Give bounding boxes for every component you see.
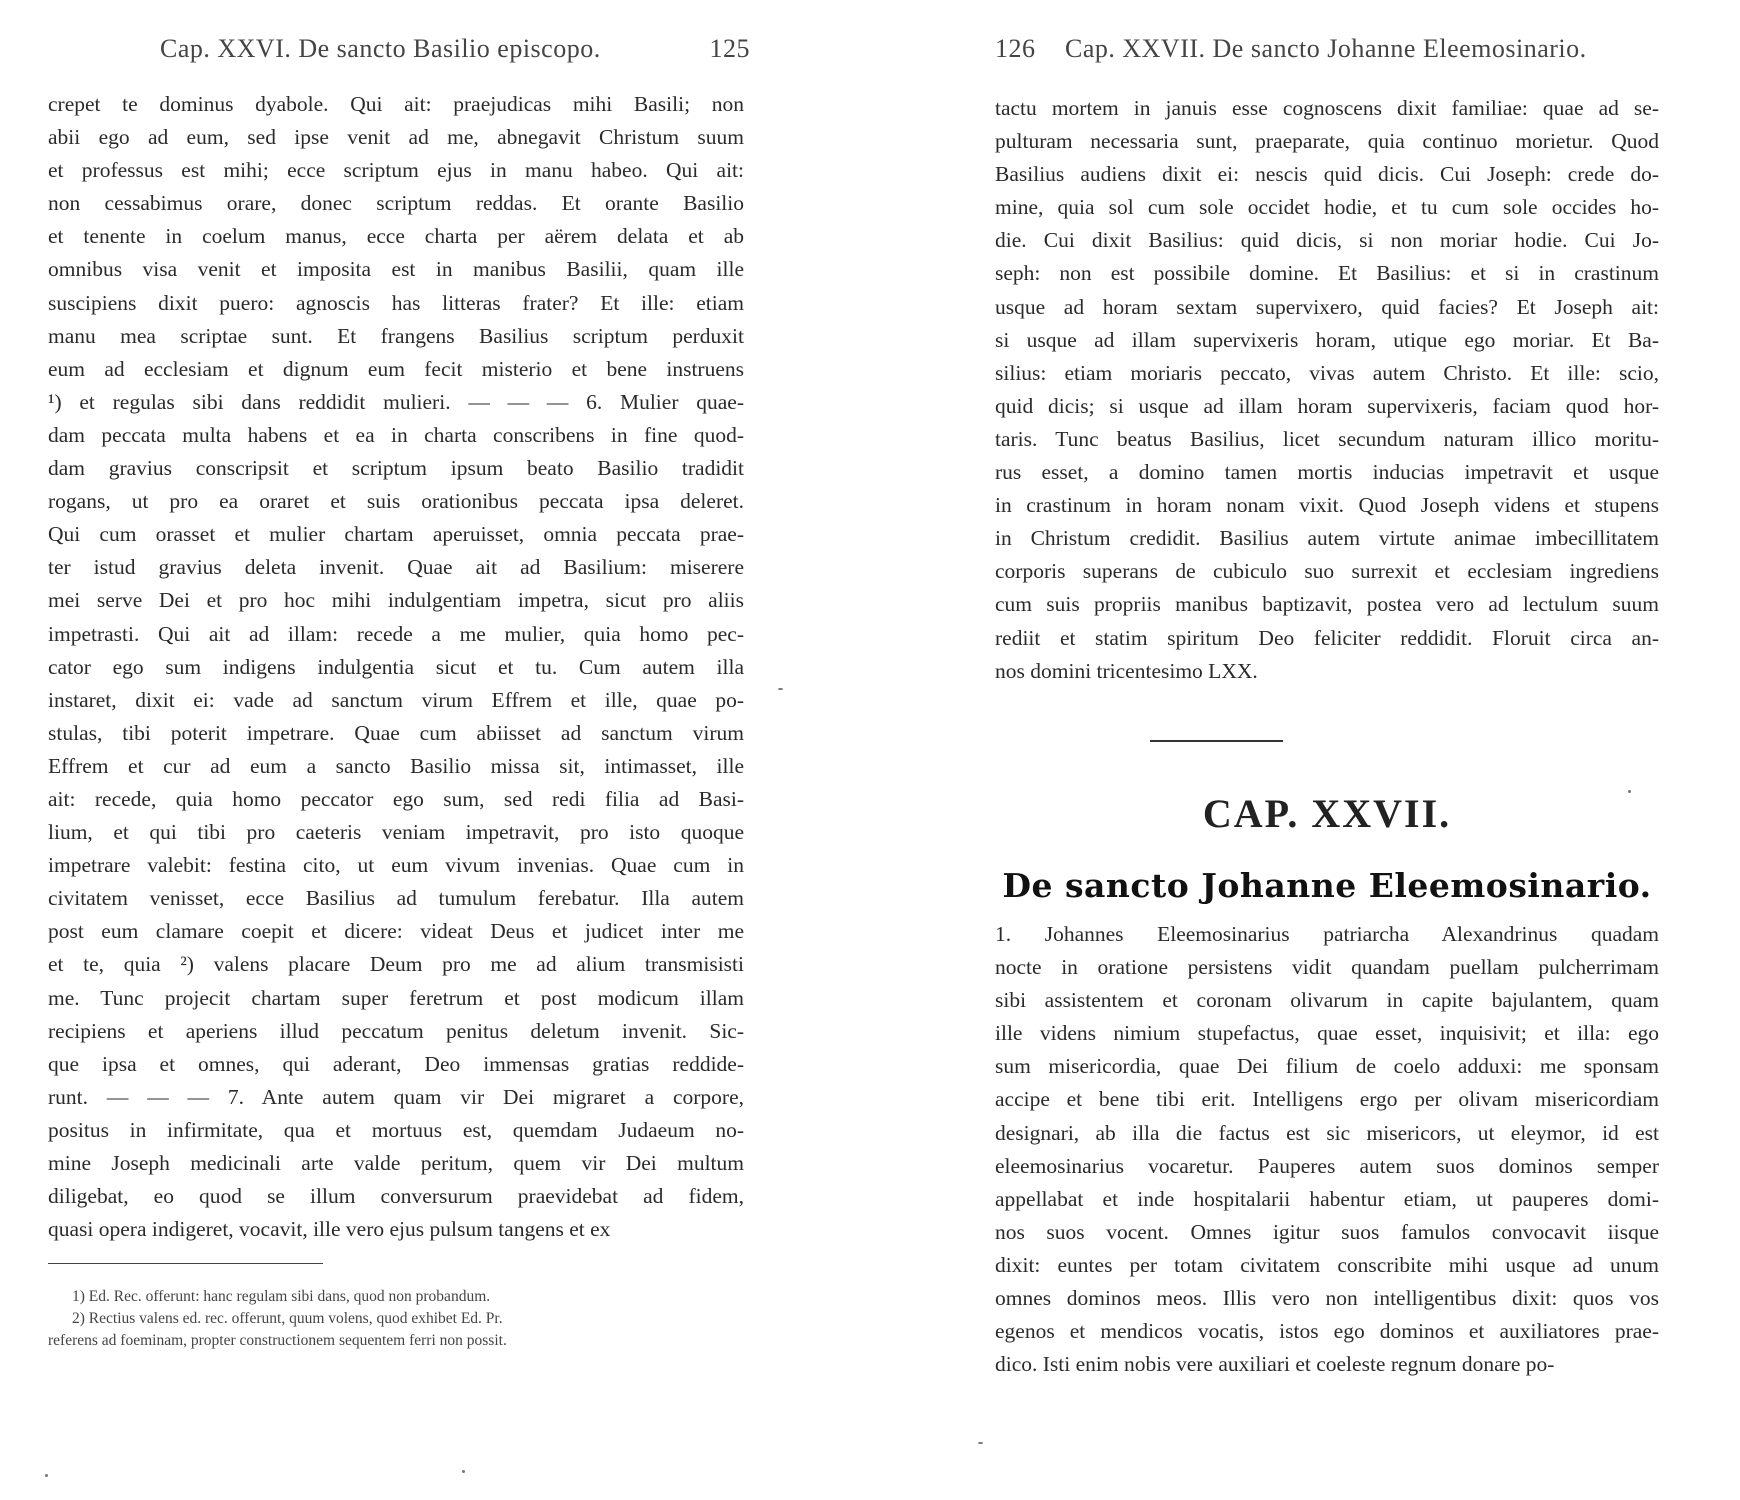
- text-line: cator ego sum indigens indulgentia sicut et tu. Cum autem illa: [48, 654, 744, 679]
- chapter-text-line: omnes dominos meos. Illis vero non intelligentibus dixit: quos vos: [995, 1286, 1659, 1311]
- text-line: positus in infirmitate, qua et mortuus est, quemdam Judaeum no-: [48, 1117, 744, 1142]
- text-line: ¹) et regulas sibi dans reddidit mulieri. — — — 6. Mulier quae-: [48, 389, 744, 414]
- text-line: usque ad horam sextam supervixero, quid facies? Et Joseph ait:: [995, 294, 1659, 319]
- text-line: nos domini tricentesimo LXX.: [995, 658, 1258, 683]
- text-line: corporis superans de cubiculo suo surrexit et ecclesiam ingrediens: [995, 559, 1659, 584]
- left-body-text: [48, 88, 744, 1246]
- right-body-text: [995, 92, 1659, 688]
- print-speck: [978, 1442, 983, 1444]
- text-line: dam gravius conscripsit et scriptum ipsum beato Basilio tradidit: [48, 456, 744, 481]
- chapter-text-line: ille videns nimium stupefactus, quae esset, inquisivit; et illa: ego: [995, 1021, 1659, 1046]
- chapter-text-line: dixit: euntes per totam civitatem conscribite mihi usque ad unum: [995, 1252, 1659, 1277]
- text-line: in Christum credidit. Basilius autem virtute animae imbecillitatem: [995, 526, 1659, 551]
- text-line: cum suis propriis manibus baptizavit, postea vero ad lectulum suum: [995, 592, 1659, 617]
- text-line: impetrare valebit: festina cito, ut eum vivum invenias. Quae cum in: [48, 853, 744, 878]
- text-line: in crastinum in horam nonam vixit. Quod Joseph videns et stupens: [995, 493, 1659, 518]
- text-line: civitatem venisset, ecce Basilius ad tumulum ferebatur. Illa autem: [48, 886, 744, 911]
- text-line: et te, quia ²) valens placare Deum pro me ad alium transmisisti: [48, 952, 744, 977]
- text-line: pulturam necessaria sunt, praeparate, quia continuo morietur. Quod: [995, 129, 1659, 154]
- chapter-text-line: eleemosinarius vocaretur. Pauperes autem suos dominos semper: [995, 1153, 1659, 1178]
- text-line: Qui cum orasset et mulier chartam aperuisset, omnia peccata prae-: [48, 522, 744, 547]
- text-line: non cessabimus orare, donec scriptum reddas. Et orante Basilio: [48, 191, 744, 216]
- footnotes: [48, 1286, 744, 1352]
- chapter-text-line: accipe et bene tibi erit. Intelligens ergo per olivam misericordiam: [995, 1087, 1659, 1112]
- text-line: me. Tunc projecit chartam super feretrum et post modicum illam: [48, 985, 744, 1010]
- print-speck: [1628, 790, 1631, 793]
- text-line: runt. — — — 7. Ante autem quam vir Dei migraret a corpore,: [48, 1084, 744, 1109]
- footnote-rule: [48, 1263, 323, 1264]
- chapter-text-line: designari, ab illa die factus est sic misericors, ut eleymor, id est: [995, 1120, 1659, 1145]
- chapter-text-line: nos suos vocent. Omnes igitur suos famulos convocavit iisque: [995, 1219, 1659, 1244]
- text-line: eum ad ecclesiam et dignum eum fecit misterio et bene instruens: [48, 356, 744, 381]
- print-speck: [45, 1474, 48, 1477]
- text-line: suscipiens dixit puero: agnoscis has litteras frater? Et ille: etiam: [48, 290, 744, 315]
- chapter-subtitle: De sancto Johanne Eleemosinario.: [1002, 866, 1652, 905]
- text-line: rediit et statim spiritum Deo feliciter reddidit. Floruit circa an-: [995, 625, 1659, 650]
- chapter-text-line: dico. Isti enim nobis vere auxiliari et coeleste regnum donare po-: [995, 1352, 1555, 1377]
- chapter-divider-rule: [1150, 740, 1283, 742]
- text-line: stulas, tibi poterit impetrare. Quae cum abiisset ad sanctum virum: [48, 720, 744, 745]
- chapter-text-line: nocte in oratione persistens vidit quandam puellam pulcherrimam: [995, 955, 1659, 980]
- footnote-2: 2) Rectius valens ed. rec. offerunt, quum volens, quod exhibet Ed. Pr.: [72, 1310, 503, 1327]
- text-line: dam peccata multa habens et ea in charta conscribens in fine quod-: [48, 422, 744, 447]
- right-running-head-title: Cap. XXVII. De sancto Johanne Eleemosinario.: [1065, 34, 1587, 63]
- left-page-number: 125: [709, 34, 750, 63]
- text-line: manu mea scriptae sunt. Et frangens Basilius scriptum perduxit: [48, 323, 744, 348]
- text-line: rogans, ut pro ea oraret et suis orationibus peccata ipsa deleret.: [48, 489, 744, 514]
- text-line: post eum clamare coepit et dicere: videat Deus et judicet inter me: [48, 919, 744, 944]
- text-line: lium, et qui tibi pro caeteris veniam impetravit, pro isto quoque: [48, 820, 744, 845]
- chapter-text-line: sibi assistentem et coronam olivarum in capite bajulantem, quam: [995, 988, 1659, 1013]
- right-page: [870, 0, 1740, 1500]
- text-line: seph: non est possibile domine. Et Basilius: et si in crastinum: [995, 261, 1659, 286]
- text-line: instaret, dixit ei: vade ad sanctum virum Effrem et ille, quae po-: [48, 687, 744, 712]
- footnote-1: 1) Ed. Rec. offerunt: hanc regulam sibi dans, quod non probandum.: [72, 1288, 491, 1305]
- chapter-heading: CAP. XXVII.: [1202, 791, 1452, 836]
- text-line: Effrem et cur ad eum a sancto Basilio missa sit, intimasset, ille: [48, 753, 744, 778]
- text-line: mine Joseph medicinali arte valde peritum, quem vir Dei multum: [48, 1151, 744, 1175]
- print-speck: [778, 688, 783, 690]
- text-line: ait: recede, quia homo peccator ego sum, sed redi filia ad Basi-: [48, 786, 744, 811]
- text-line: recipiens et aperiens illud peccatum penitus deletum invenit. Sic-: [48, 1018, 744, 1043]
- print-speck: [462, 1470, 465, 1473]
- text-line: crepet te dominus dyabole. Qui ait: praejudicas mihi Basili; non: [48, 92, 744, 116]
- text-line: quasi opera indigeret, vocavit, ille vero ejus pulsum tangens et ex: [48, 1217, 611, 1242]
- text-line: diligebat, eo quod se illum conversurum praevidebat ad fidem,: [48, 1184, 744, 1209]
- left-running-head-title: Cap. XXVI. De sancto Basilio episcopo.: [160, 34, 601, 63]
- text-line: mei serve Dei et pro hoc mihi indulgentiam impetra, sicut pro aliis: [48, 588, 744, 613]
- text-line: impetrasti. Qui ait ad illam: recede a me mulier, quia homo pec-: [48, 621, 744, 646]
- text-line: abii ego ad eum, sed ipse venit ad me, abnegavit Christum suum: [48, 125, 744, 150]
- text-line: si usque ad illam supervixeris horam, utique ego moriar. Et Ba-: [995, 327, 1659, 352]
- text-line: omnibus visa venit et imposita est in manibus Basilii, quam ille: [48, 257, 744, 282]
- text-line: que ipsa et omnes, qui aderant, Deo immensas gratias reddide-: [48, 1051, 744, 1076]
- chapter-text-line: egenos et mendicos vocatis, istos ego dominos et auxiliatores prae-: [995, 1319, 1659, 1344]
- chapter-body-text: [995, 918, 1659, 1381]
- right-page-number: 126: [995, 34, 1036, 63]
- text-line: et professus est mihi; ecce scriptum ejus in manu habeo. Qui ait:: [48, 158, 744, 183]
- text-line: Basilius audiens dixit ei: nescis quid dicis. Cui Joseph: crede do-: [995, 162, 1659, 187]
- chapter-text-line: appellabat et inde hospitalarii habentur etiam, ut pauperes domi-: [995, 1186, 1659, 1211]
- text-line: die. Cui dixit Basilius: quid dicis, si non moriar hodie. Cui Jo-: [995, 228, 1659, 253]
- chapter-text-line: 1. Johannes Eleemosinarius patriarcha Alexandrinus quadam: [995, 922, 1659, 946]
- footnote-2-continued: referens ad foeminam, propter constructionem sequentem ferri non possit.: [48, 1332, 507, 1349]
- text-line: silius: etiam moriaris peccato, vivas autem Christo. Et ille: scio,: [995, 360, 1659, 385]
- chapter-text-line: sum misericordia, quae Dei filium de coelo adduxi: me sponsam: [995, 1054, 1659, 1079]
- text-line: ter istud gravius deleta invenit. Quae ait ad Basilium: miserere: [48, 555, 744, 580]
- text-line: et tenente in coelum manus, ecce charta per aërem delata et ab: [48, 224, 744, 249]
- text-line: rus esset, a domino tamen mortis inducias impetravit et usque: [995, 460, 1659, 485]
- text-line: taris. Tunc beatus Basilius, licet secundum naturam illico moritu-: [995, 426, 1659, 451]
- text-line: quid dicis; si usque ad illam horam supervixeris, faciam quod hor-: [995, 393, 1659, 418]
- text-line: tactu mortem in januis esse cognoscens dixit familiae: quae ad se-: [995, 96, 1659, 120]
- text-line: mine, quia sol cum sole occidet hodie, et tu cum sole occides ho-: [995, 195, 1659, 220]
